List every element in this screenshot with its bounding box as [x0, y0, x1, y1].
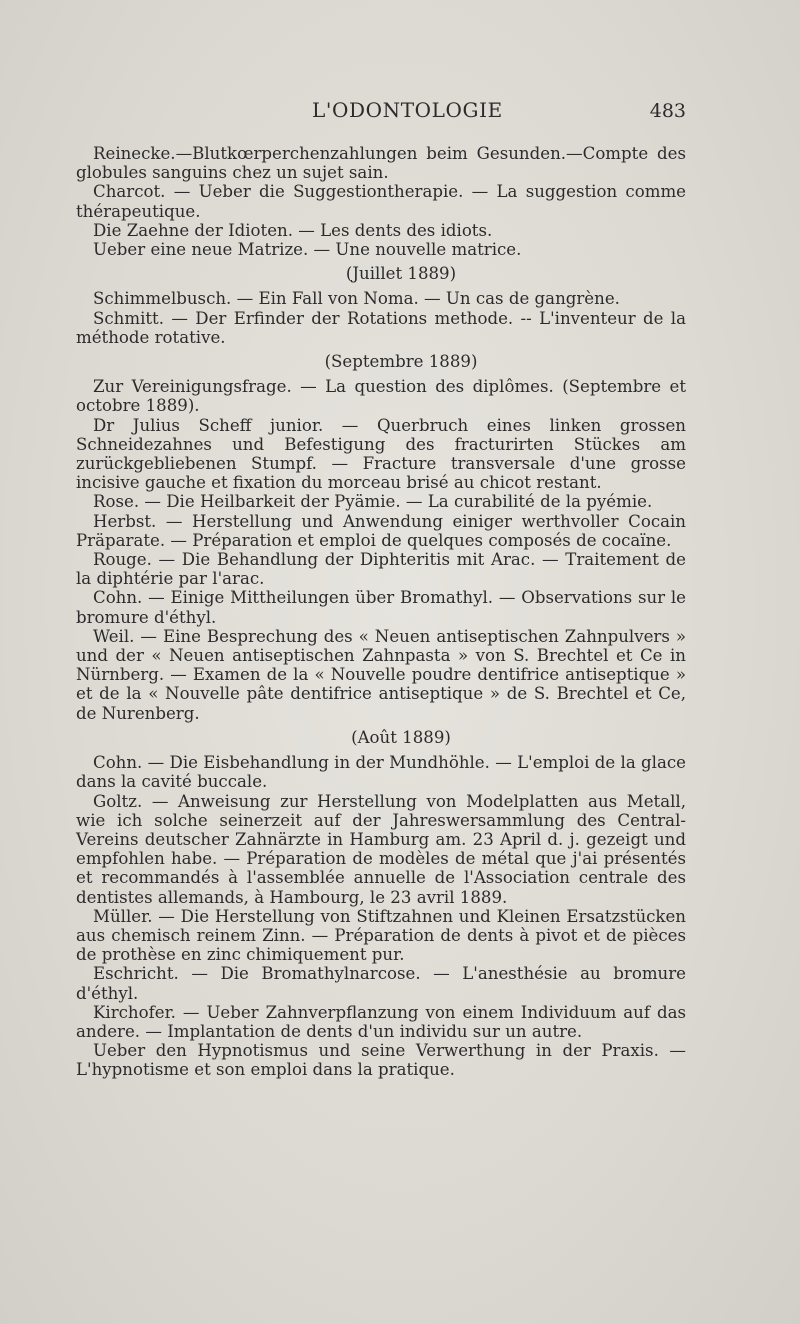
entry: Reinecke.—Blutkœrperchenzahlungen beim Gesunden.—Compte des globules sanguins chez un sujet sain. — [76, 144, 686, 183]
entry: Müller. — Die Herstellung von Stiftzahnen und Kleinen Ersatzstücken aus chemisch reinem Zinn. — Préparation de dents à pivot et de pièces de prothèse en zinc chimiquement pur. — [76, 906, 686, 965]
entry: Dr Julius Scheff junior. — Querbruch eines linken grossen Schneidezahnes und Befestigung des fracturirten Stückes am zurückgebliebenen Stumpf. — Fracture transversale d'une grosse incisive gauche et fixation du morceau brisé au chicot restant. — [76, 415, 686, 493]
entry: Schimmelbusch. — Ein Fall von Noma. — Un cas de gangrène. — [93, 289, 620, 309]
bibliography-list — [76, 144, 686, 1080]
running-title: L'ODONTOLOGIE — [312, 98, 503, 122]
entry: Goltz. — Anweisung zur Herstellung von Modelplatten aus Metall, wie ich solche seinerzeit auf der Jahreswersammlung des Central-Vereins deutscher Zahnärzte in Hamburg am. 23 April d. j. gezeigt und empfohlen habe. — Préparation de modèles de métal que j'ai présentés et recommandés à l'assemblée annuelle de l'Association centrale des dentistes allemands, à Hambourg, le 23 avril 1889. — [76, 791, 686, 907]
entry: Weil. — Eine Besprechung des « Neuen antiseptischen Zahnpulvers » und der « Neuen antiseptischen Zahnpasta » von S. Brechtel et Ce in Nürnberg. — Examen de la « Nouvelle poudre dentifrice antiseptique » et de la « Nouvelle pâte dentifrice antiseptique » de S. Brechtel et Ce, de Nurenberg. — [76, 626, 686, 723]
page-header — [76, 98, 686, 128]
section-heading-juillet: (Juillet 1889) — [345, 264, 457, 284]
entry: Die Zaehne der Idioten. — Les dents des idiots. — [93, 220, 493, 240]
section-heading-septembre: (Septembre 1889) — [324, 352, 478, 372]
entry: Cohn. — Einige Mittheilungen über Bromathyl. — Observations sur le bromure d'éthyl. — [76, 588, 686, 627]
entry: Herbst. — Herstellung und Anwendung einiger werthvoller Cocain Präparate. — Préparation et emploi de quelques composés de cocaïne. — [76, 511, 686, 550]
entry: Ueber eine neue Matrize. — Une nouvelle matrice. — [93, 240, 522, 260]
entry: Cohn. — Die Eisbehandlung in der Mundhöhle. — L'emploi de la glace dans la cavité buccale. — [76, 753, 686, 792]
entry: Eschricht. — Die Bromathylnarcose. — L'anesthésie au bromure d'éthyl. — [76, 964, 686, 1003]
entry: Kirchofer. — Ueber Zahnverpflanzung von einem Individuum auf das andere. — Implantation de dents d'un individu sur un autre. — [76, 1002, 686, 1041]
page-number: 483 — [649, 100, 686, 122]
section-heading-aout: (Août 1889) — [351, 727, 451, 747]
entry: Ueber den Hypnotismus und seine Verwerthung in der Praxis. — L'hypnotisme et son emploi dans la pratique. — [76, 1041, 686, 1080]
entry: Charcot. — Ueber die Suggestiontherapie. — La suggestion comme thérapeutique. — [76, 182, 686, 221]
entry: Rouge. — Die Behandlung der Diphteritis mit Arac. — Traitement de la diphtérie par l'arac. — [76, 550, 686, 589]
entry: Zur Vereinigungsfrage. — La question des diplômes. (Septembre et octobre 1889). — [76, 377, 686, 416]
entry: Schmitt. — Der Erfinder der Rotations methode. -- L'inventeur de la méthode rotative. — [76, 308, 686, 347]
entry: Rose. — Die Heilbarkeit der Pyämie. — La curabilité de la pyémie. — [93, 492, 653, 512]
